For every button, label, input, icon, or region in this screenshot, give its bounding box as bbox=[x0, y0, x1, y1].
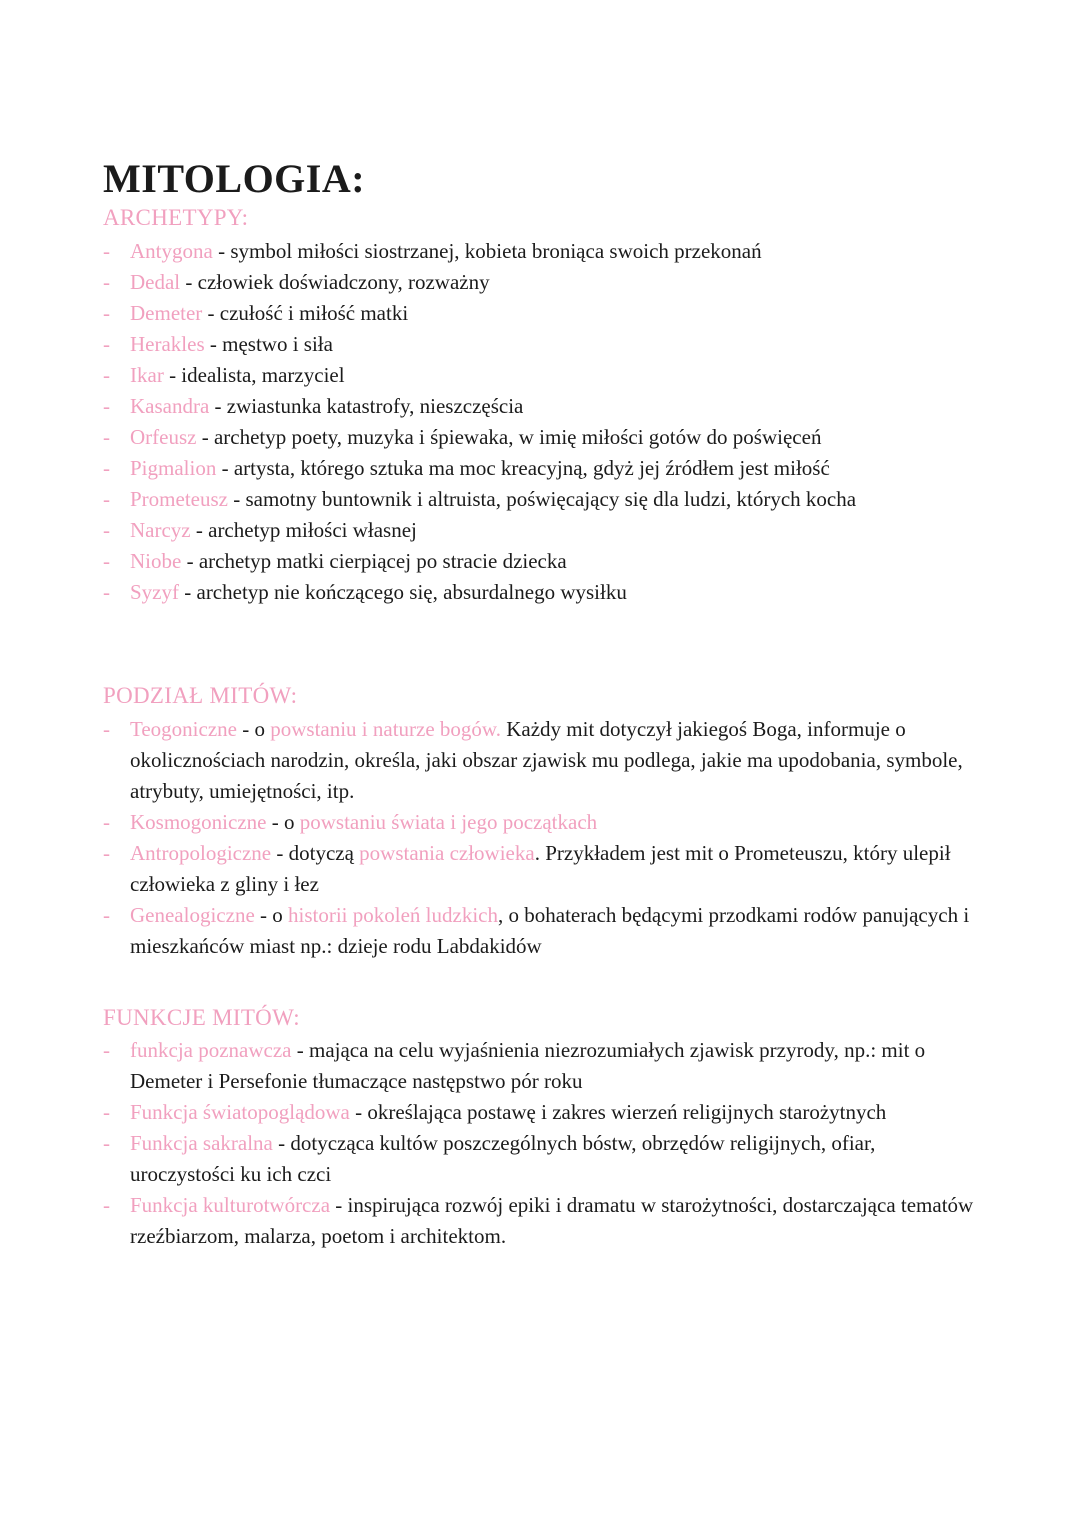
item-text bbox=[130, 1035, 978, 1097]
item-text bbox=[130, 838, 978, 900]
list-item bbox=[103, 422, 980, 453]
list-item bbox=[103, 453, 980, 484]
dash-bullet: - bbox=[103, 579, 110, 604]
list-item bbox=[103, 236, 980, 267]
description-text: - męstwo i siła bbox=[204, 331, 333, 356]
dash-bullet: - bbox=[103, 424, 110, 449]
term-highlight: Syzyf bbox=[130, 579, 179, 604]
term-highlight: Narcyz bbox=[130, 517, 191, 542]
dash-bullet: - bbox=[103, 238, 110, 263]
item-text bbox=[130, 1097, 978, 1128]
dash-bullet: - bbox=[103, 1100, 110, 1125]
term-highlight: Funkcja sakralna bbox=[130, 1131, 273, 1156]
term-highlight: historii pokoleń ludzkich bbox=[288, 902, 498, 927]
description-text: - archetyp miłości własnej bbox=[190, 517, 417, 542]
dash-bullet: - bbox=[103, 300, 110, 325]
list-item bbox=[103, 1190, 980, 1252]
dash-bullet: - bbox=[103, 517, 110, 542]
term-highlight: Genealogiczne bbox=[130, 902, 255, 927]
description-text: - archetyp nie kończącego się, absurdalnego wysiłku bbox=[179, 579, 627, 604]
list-item bbox=[103, 298, 980, 329]
item-text bbox=[130, 484, 978, 515]
page-title: MITOLOGIA: bbox=[103, 156, 366, 201]
list-item bbox=[103, 900, 980, 962]
sections-container bbox=[103, 204, 980, 1252]
item-text bbox=[130, 515, 978, 546]
dash-bullet: - bbox=[103, 840, 110, 865]
dash-bullet: - bbox=[103, 486, 110, 511]
description-text: - o bbox=[254, 902, 289, 927]
term-highlight: powstaniu i naturze bogów. bbox=[270, 716, 501, 741]
dash-bullet: - bbox=[103, 331, 110, 356]
item-list bbox=[103, 236, 980, 608]
section-podzial-mitow bbox=[103, 682, 980, 962]
term-highlight: Antropologiczne bbox=[130, 840, 272, 865]
item-text bbox=[130, 453, 978, 484]
section-heading: ARCHETYPY: bbox=[103, 205, 249, 230]
item-text bbox=[130, 577, 978, 608]
term-highlight: Prometeusz bbox=[130, 486, 228, 511]
description-text: - czułość i miłość matki bbox=[202, 300, 409, 325]
list-item bbox=[103, 329, 980, 360]
description-text: . Przykładem jest mit o Prometeuszu, który ulepił człowieka z gliny i łez bbox=[130, 840, 951, 896]
item-text bbox=[130, 1190, 978, 1252]
list-item bbox=[103, 546, 980, 577]
section-heading: PODZIAŁ MITÓW: bbox=[103, 682, 298, 708]
description-text: - o bbox=[236, 716, 271, 741]
description-text: - samotny buntownik i altruista, poświęcający się dla ludzi, których kocha bbox=[227, 486, 857, 511]
description-text: - dotyczą bbox=[271, 840, 360, 865]
list-item bbox=[103, 807, 980, 838]
description-text: - symbol miłości siostrzanej, kobieta broniąca swoich przekonań bbox=[212, 238, 762, 263]
dash-bullet: - bbox=[103, 902, 110, 927]
item-text bbox=[130, 546, 978, 577]
description-text: - określająca postawę i zakres wierzeń religijnych starożytnych bbox=[349, 1100, 887, 1125]
dash-bullet: - bbox=[103, 716, 110, 741]
list-item bbox=[103, 360, 980, 391]
list-item bbox=[103, 714, 980, 807]
description-text: - zwiastunka katastrofy, nieszczęścia bbox=[209, 393, 524, 418]
dash-bullet: - bbox=[103, 548, 110, 573]
term-highlight: Pigmalion bbox=[130, 455, 217, 480]
description-text: Każdy mit dotyczył jakiegoś Boga, informuje o okolicznościach narodzin, określa, jaki obszar zjawisk mu podlega, jakie ma upodobania, symbole, atrybuty, umiejętności, itp. bbox=[130, 716, 963, 803]
description-text: , o bohaterach będącymi przodkami rodów panujących i mieszkańców miast np.: dzieje rodu Labdakidów bbox=[130, 902, 970, 958]
list-item bbox=[103, 1035, 980, 1097]
section-funkcje-mitow bbox=[103, 1004, 980, 1253]
term-highlight: powstaniu świata i jego początkach bbox=[299, 809, 598, 834]
item-text bbox=[130, 900, 978, 962]
list-item bbox=[103, 484, 980, 515]
list-item bbox=[103, 1128, 980, 1190]
dash-bullet: - bbox=[103, 362, 110, 387]
item-list bbox=[103, 714, 980, 962]
term-highlight: Herakles bbox=[130, 331, 205, 356]
dash-bullet: - bbox=[103, 269, 110, 294]
item-text bbox=[130, 236, 978, 267]
term-highlight: Funkcja kulturotwórcza bbox=[130, 1193, 331, 1218]
term-highlight: Kasandra bbox=[130, 393, 210, 418]
item-text bbox=[130, 267, 978, 298]
term-highlight: Antygona bbox=[130, 238, 213, 263]
item-text bbox=[130, 714, 978, 807]
section-archetypy bbox=[103, 204, 980, 608]
item-list bbox=[103, 1035, 980, 1252]
dash-bullet: - bbox=[103, 455, 110, 480]
description-text: - inspirująca rozwój epiki i dramatu w starożytności, dostarczająca tematów rzeźbiarzom, malarza, poetom i architektom. bbox=[130, 1193, 974, 1249]
list-item bbox=[103, 1097, 980, 1128]
dash-bullet: - bbox=[103, 1193, 110, 1218]
dash-bullet: - bbox=[103, 1131, 110, 1156]
dash-bullet: - bbox=[103, 809, 110, 834]
item-text bbox=[130, 391, 978, 422]
description-text: - człowiek doświadczony, rozważny bbox=[180, 269, 490, 294]
term-highlight: Funkcja światopoglądowa bbox=[130, 1100, 350, 1125]
section-heading: FUNKCJE MITÓW: bbox=[103, 1004, 300, 1030]
item-text bbox=[130, 329, 978, 360]
description-text: - dotycząca kultów poszczególnych bóstw, obrzędów religijnych, ofiar, uroczystości ku ich czci bbox=[130, 1131, 876, 1187]
term-highlight: Kosmogoniczne bbox=[130, 809, 267, 834]
description-text: - archetyp matki cierpiącej po stracie dziecka bbox=[181, 548, 567, 573]
term-highlight: funkcja poznawcza bbox=[130, 1038, 292, 1063]
list-item bbox=[103, 515, 980, 546]
dash-bullet: - bbox=[103, 393, 110, 418]
list-item bbox=[103, 838, 980, 900]
description-text: - idealista, marzyciel bbox=[163, 362, 345, 387]
term-highlight: Orfeusz bbox=[130, 424, 197, 449]
item-text bbox=[130, 360, 978, 391]
description-text: - o bbox=[266, 809, 300, 834]
item-text bbox=[130, 807, 978, 838]
description-text: - mająca na celu wyjaśnienia niezrozumiałych zjawisk przyrody, np.: mit o Demeter i Persefonie tłumaczące następstwo pór roku bbox=[130, 1038, 926, 1094]
list-item bbox=[103, 577, 980, 608]
list-item bbox=[103, 391, 980, 422]
term-highlight: Teogoniczne bbox=[130, 716, 237, 741]
term-highlight: Niobe bbox=[130, 548, 182, 573]
term-highlight: Dedal bbox=[130, 269, 181, 294]
item-text bbox=[130, 298, 978, 329]
description-text: - artysta, którego sztuka ma moc kreacyjną, gdyż jej źródłem jest miłość bbox=[216, 455, 830, 480]
item-text bbox=[130, 1128, 978, 1190]
list-item bbox=[103, 267, 980, 298]
description-text: - archetyp poety, muzyka i śpiewaka, w imię miłości gotów do poświęceń bbox=[196, 424, 822, 449]
term-highlight: Demeter bbox=[130, 300, 203, 325]
term-highlight: powstania człowieka bbox=[359, 840, 535, 865]
term-highlight: Ikar bbox=[130, 362, 164, 387]
dash-bullet: - bbox=[103, 1038, 110, 1063]
item-text bbox=[130, 422, 978, 453]
